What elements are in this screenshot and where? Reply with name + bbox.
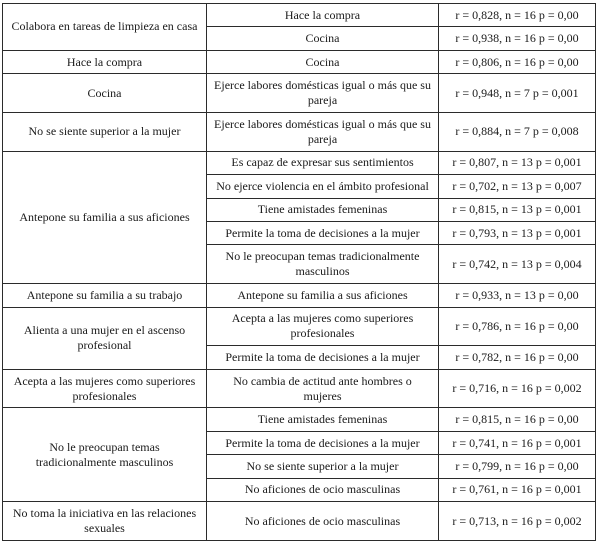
- table-row: [3, 502, 596, 541]
- variable-cell: No se siente superior a la mujer: [3, 112, 207, 151]
- statistic-cell: r = 0,741, n = 16 p = 0,001: [439, 431, 596, 454]
- statistic-cell: r = 0,938, n = 16 p = 0,00: [439, 27, 596, 50]
- variable-cell: Alienta a una mujer en el ascenso profesional: [3, 307, 207, 369]
- statistic-cell: r = 0,807, n = 13 p = 0,001: [439, 151, 596, 174]
- variable-cell: No toma la iniciativa en las relaciones sexuales: [3, 502, 207, 541]
- statistic-cell: r = 0,742, n = 13 p = 0,004: [439, 245, 596, 284]
- related-variable-cell: No cambia de actitud ante hombres o mujeres: [207, 369, 439, 408]
- table-row: [3, 50, 596, 73]
- related-variable-cell: Es capaz de expresar sus sentimientos: [207, 151, 439, 174]
- statistic-cell: r = 0,815, n = 13 p = 0,001: [439, 198, 596, 221]
- related-variable-cell: No aficiones de ocio masculinas: [207, 502, 439, 541]
- table-row: [3, 74, 596, 113]
- table-body: [3, 4, 596, 541]
- related-variable-cell: No se siente superior a la mujer: [207, 455, 439, 478]
- related-variable-cell: Permite la toma de decisiones a la mujer: [207, 221, 439, 244]
- statistic-cell: r = 0,828, n = 16 p = 0,00: [439, 4, 596, 27]
- related-variable-cell: Ejerce labores domésticas igual o más que su pareja: [207, 112, 439, 151]
- variable-cell: Hace la compra: [3, 50, 207, 73]
- statistic-cell: r = 0,702, n = 13 p = 0,007: [439, 175, 596, 198]
- variable-cell: Cocina: [3, 74, 207, 113]
- variable-cell: Colabora en tareas de limpieza en casa: [3, 4, 207, 51]
- statistic-cell: r = 0,799, n = 16 p = 0,00: [439, 455, 596, 478]
- statistic-cell: r = 0,884, n = 7 p = 0,008: [439, 112, 596, 151]
- related-variable-cell: Antepone su familia a sus aficiones: [207, 284, 439, 307]
- related-variable-cell: Acepta a las mujeres como superiores profesionales: [207, 307, 439, 346]
- table-row: [3, 151, 596, 174]
- statistic-cell: r = 0,948, n = 7 p = 0,001: [439, 74, 596, 113]
- statistic-cell: r = 0,761, n = 16 p = 0,001: [439, 478, 596, 501]
- table-row: [3, 307, 596, 346]
- statistic-cell: r = 0,933, n = 13 p = 0,00: [439, 284, 596, 307]
- statistic-cell: r = 0,815, n = 16 p = 0,00: [439, 408, 596, 431]
- table-row: [3, 369, 596, 408]
- related-variable-cell: Tiene amistades femeninas: [207, 198, 439, 221]
- table-row: [3, 408, 596, 431]
- statistic-cell: r = 0,786, n = 16 p = 0,00: [439, 307, 596, 346]
- related-variable-cell: Permite la toma de decisiones a la mujer: [207, 431, 439, 454]
- related-variable-cell: Tiene amistades femeninas: [207, 408, 439, 431]
- statistic-cell: r = 0,713, n = 16 p = 0,002: [439, 502, 596, 541]
- statistic-cell: r = 0,806, n = 16 p = 0,00: [439, 50, 596, 73]
- statistic-cell: r = 0,716, n = 16 p = 0,002: [439, 369, 596, 408]
- variable-cell: No le preocupan temas tradicionalmente masculinos: [3, 408, 207, 502]
- table-row: [3, 4, 596, 27]
- statistic-cell: r = 0,782, n = 16 p = 0,00: [439, 346, 596, 369]
- table-row: [3, 112, 596, 151]
- variable-cell: Antepone su familia a sus aficiones: [3, 151, 207, 283]
- variable-cell: Antepone su familia a su trabajo: [3, 284, 207, 307]
- correlation-table: [2, 3, 596, 541]
- related-variable-cell: Cocina: [207, 50, 439, 73]
- related-variable-cell: Cocina: [207, 27, 439, 50]
- variable-cell: Acepta a las mujeres como superiores profesionales: [3, 369, 207, 408]
- related-variable-cell: Ejerce labores domésticas igual o más que su pareja: [207, 74, 439, 113]
- related-variable-cell: No ejerce violencia en el ámbito profesional: [207, 175, 439, 198]
- related-variable-cell: Hace la compra: [207, 4, 439, 27]
- table-row: [3, 284, 596, 307]
- statistic-cell: r = 0,793, n = 13 p = 0,001: [439, 221, 596, 244]
- related-variable-cell: Permite la toma de decisiones a la mujer: [207, 346, 439, 369]
- related-variable-cell: No aficiones de ocio masculinas: [207, 478, 439, 501]
- related-variable-cell: No le preocupan temas tradicionalmente masculinos: [207, 245, 439, 284]
